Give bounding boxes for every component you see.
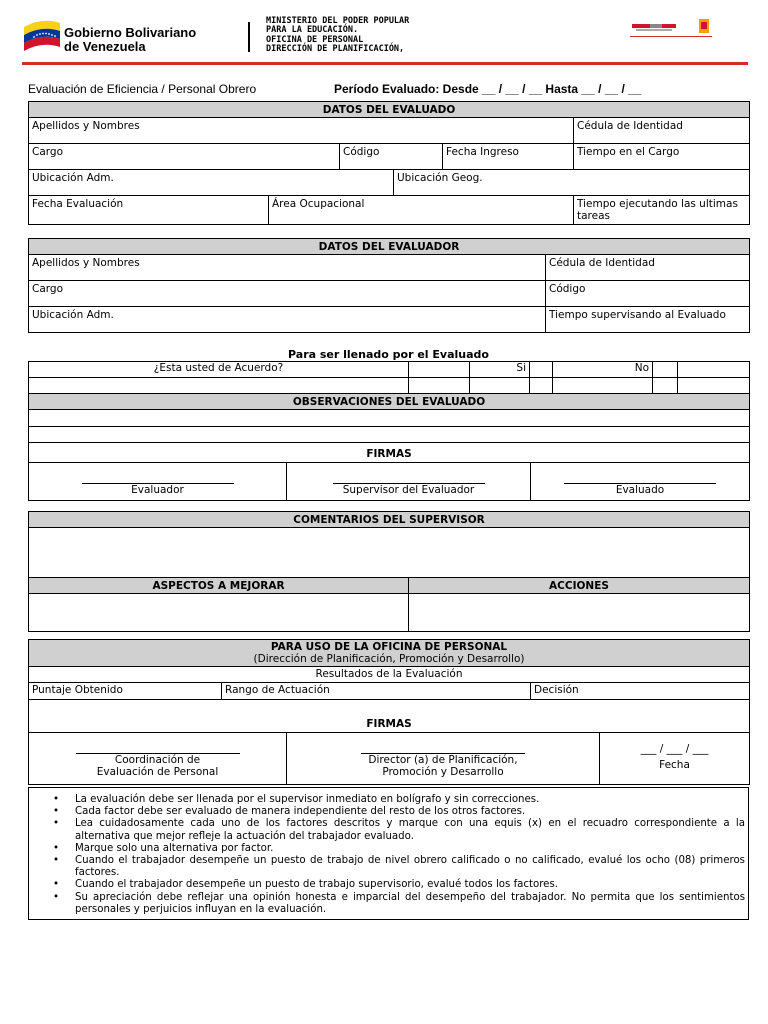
comentarios-header: COMENTARIOS DEL SUPERVISOR [29, 512, 750, 528]
coordinacion-label-2: Evaluación de Personal [96, 766, 219, 778]
firma-evaluador[interactable] [29, 463, 287, 501]
aspectos-field[interactable] [29, 594, 409, 632]
director-label-2: Promoción y Desarrollo [382, 766, 504, 778]
acuerdo-blank-cell [409, 378, 470, 394]
oficina-table [28, 639, 750, 785]
fecha-blank: ___ / ___ / ___ [640, 743, 709, 755]
coordinacion-label-1: Coordinación de [114, 754, 201, 766]
acuerdo-blank-cell [470, 378, 530, 394]
ministry-name: MINISTERIO DEL PODER POPULAR PARA LA EDUCACIÓN. OFICINA DE PERSONAL DIRECCIÓN DE PLANIFICACIÓN, [266, 16, 410, 54]
emblem-logo [698, 18, 710, 34]
evaluador-header: DATOS DEL EVALUADOR [29, 239, 750, 255]
comentarios-field[interactable] [29, 528, 750, 578]
acuerdo-blank-cell [530, 378, 553, 394]
acuerdo-si-checkbox[interactable] [530, 362, 553, 378]
evaluador-codigo-field[interactable]: Código [546, 281, 750, 307]
acuerdo-blank-cell [653, 378, 678, 394]
evaluado-fecha-evaluacion-field[interactable]: Fecha Evaluación [29, 196, 269, 225]
observaciones-line-2[interactable] [29, 427, 750, 443]
acciones-header: ACCIONES [409, 578, 750, 594]
instruction-item: • Marque solo una alternativa por factor. [75, 843, 745, 855]
oficina-title: PARA USO DE LA OFICINA DE PERSONAL [270, 641, 508, 653]
puntaje-field[interactable]: Puntaje Obtenido [29, 683, 222, 700]
instruction-item: • Lea cuidadosamente cada uno de los factores descritos y marque con una equis (x) en el recuadro correspondiente a la alternativa que mejor refleje la actuación del trabajador evaluado. [75, 818, 745, 842]
instructions-box [28, 787, 749, 920]
evaluado-apellidos-field[interactable]: Apellidos y Nombres [29, 118, 574, 144]
acuerdo-spacer [409, 362, 470, 378]
header-red-thin-line [630, 36, 712, 37]
venezuela-flag-logo [22, 17, 62, 53]
evaluado-area-field[interactable]: Área Ocupacional [269, 196, 574, 225]
acuerdo-blank-cell [29, 378, 409, 394]
ministry-logo [632, 20, 678, 34]
acciones-field[interactable] [409, 594, 750, 632]
government-name: Gobierno Bolivariano de Venezuela [64, 25, 197, 54]
page-header [0, 0, 768, 68]
evaluado-table [28, 101, 750, 225]
acuerdo-blank-cell [553, 378, 653, 394]
evaluation-period: Período Evaluado: Desde __ / __ / __ Hasta __ / __ / __ [334, 82, 642, 96]
evaluado-ubicacion-geog-field[interactable]: Ubicación Geog. [394, 170, 750, 196]
evaluado-cedula-field[interactable]: Cédula de Identidad [574, 118, 750, 144]
observaciones-header: OBSERVACIONES DEL EVALUADO [29, 394, 750, 410]
fecha-label: Fecha [659, 759, 690, 771]
oficina-header [29, 640, 750, 667]
instruction-item: • Cada factor debe ser evaluado de manera independiente del resto de los otros factores. [75, 806, 745, 818]
evaluador-tiempo-supervisando-field[interactable]: Tiempo supervisando al Evaluado [546, 307, 750, 333]
instruction-item: • Cuando el trabajador desempeñe un puesto de trabajo de nivel obrero calificado o no calificado, evalué los ocho (08) primeros factores. [75, 855, 745, 879]
acuerdo-end-cell [678, 362, 750, 378]
observaciones-line-1[interactable] [29, 410, 750, 427]
comentarios-table [28, 511, 750, 632]
oficina-firmas-title: FIRMAS [29, 700, 750, 733]
decision-field[interactable]: Decisión [531, 683, 750, 700]
evaluado-tiempo-cargo-field[interactable]: Tiempo en el Cargo [574, 144, 750, 170]
firma-evaluador-label: Evaluador [131, 484, 184, 496]
firma-supervisor[interactable] [287, 463, 531, 501]
evaluador-ubicacion-adm-field[interactable]: Ubicación Adm. [29, 307, 546, 333]
acuerdo-si-label: Si [470, 362, 530, 378]
director-label-1: Director (a) de Planificación, [368, 754, 518, 766]
aspectos-header: ASPECTOS A MEJORAR [29, 578, 409, 594]
evaluado-cargo-field[interactable]: Cargo [29, 144, 340, 170]
evaluado-tiempo-tareas-field[interactable]: Tiempo ejecutando las ultimas tareas [574, 196, 750, 225]
evaluador-cargo-field[interactable]: Cargo [29, 281, 546, 307]
firma-evaluado[interactable] [531, 463, 750, 501]
evaluado-ubicacion-adm-field[interactable]: Ubicación Adm. [29, 170, 394, 196]
resultados-label: Resultados de la Evaluación [29, 667, 750, 683]
firma-coordinacion[interactable] [29, 733, 287, 785]
acuerdo-no-label: No [553, 362, 653, 378]
header-red-line [22, 62, 748, 65]
observaciones-table [28, 393, 750, 501]
evaluado-fecha-ingreso-field[interactable]: Fecha Ingreso [443, 144, 574, 170]
instruction-item: • Su apreciación debe reflejar una opinión honesta e imparcial del desempeño del trabajador. No permita que los sentimientos personales y perjuicios influyan en la evaluación. [75, 892, 745, 916]
acuerdo-question: ¿Esta usted de Acuerdo? [29, 362, 409, 378]
form-title: Evaluación de Eficiencia / Personal Obrero [28, 82, 257, 96]
firma-director[interactable] [287, 733, 600, 785]
firmas-title: FIRMAS [29, 443, 750, 463]
fecha-cell[interactable] [600, 733, 750, 785]
rango-field[interactable]: Rango de Actuación [222, 683, 531, 700]
evaluado-codigo-field[interactable]: Código [340, 144, 443, 170]
instruction-item: • Cuando el trabajador desempeñe un puesto de trabajo supervisorio, evalué todos los factores. [75, 879, 745, 891]
evaluador-cedula-field[interactable]: Cédula de Identidad [546, 255, 750, 281]
oficina-subtitle: (Dirección de Planificación, Promoción y Desarrollo) [253, 653, 525, 665]
acuerdo-no-checkbox[interactable] [653, 362, 678, 378]
llenado-caption: Para ser llenado por el Evaluado [288, 348, 489, 361]
evaluador-apellidos-field[interactable]: Apellidos y Nombres [29, 255, 546, 281]
evaluado-header: DATOS DEL EVALUADO [29, 102, 750, 118]
evaluador-table [28, 238, 750, 333]
llenado-table [28, 361, 750, 394]
firma-supervisor-label: Supervisor del Evaluador [342, 484, 475, 496]
firma-evaluado-label: Evaluado [615, 484, 665, 496]
instruction-item: • La evaluación debe ser llenada por el supervisor inmediato en bolígrafo y sin correcciones. [75, 794, 745, 806]
acuerdo-blank-cell [678, 378, 750, 394]
header-divider [248, 22, 250, 52]
